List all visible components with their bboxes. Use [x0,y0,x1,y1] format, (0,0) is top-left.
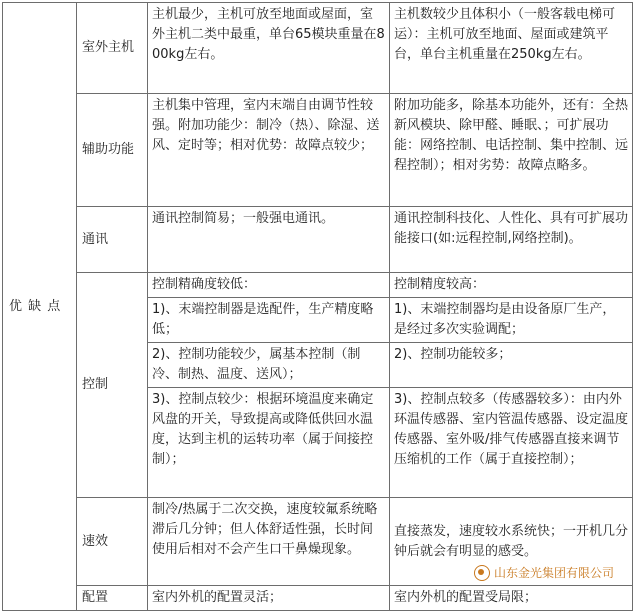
watermark-text: 山东金光集团有限公司 [493,566,614,580]
table-cell: 直接蒸发，速度较水系统快；一开机几分钟后就会有明显的感受。 [390,498,633,586]
table-cell: 2)、控制功能较少，属基本控制（制冷、制热、温度、送风）； [148,343,390,388]
table-row [3,586,633,611]
row-label: 控制 [77,273,148,498]
category-label: 优 缺 点 [3,3,77,611]
watermark [474,564,614,581]
table-cell: 室内外机的配置受局限； [390,586,633,611]
table-cell: 主机数较少且体积小（一般客载电梯可运）：主机可放至地面、屋面或建筑平台，单台主机重量在250kg左右。 [390,3,633,94]
table-cell: 1)、末端控制器是选配件，生产精度略低； [148,298,390,343]
row-label: 配置 [77,586,148,611]
table-cell: 控制精度较高： [390,273,633,298]
table-row [3,207,633,273]
row-label: 速效 [77,498,148,586]
table-cell: 主机集中管理，室内末端自由调节性较强。附加功能少：制冷（热）、除湿、送风、定时等；相对优势：故障点较少； [148,94,390,207]
table-cell: 2)、控制功能较多； [390,343,633,388]
comparison-table [2,2,633,611]
table-cell: 3)、控制点较少：根据环境温度来确定风盘的开关，导致提高或降低供回水温度，达到主机的运转功率（属于间接控制）； [148,388,390,498]
table-cell: 控制精确度较低： [148,273,390,298]
table-cell: 主机最少，主机可放至地面或屋面，室外主机二类中最重，单台65模块重量在800kg左右。 [148,3,390,94]
row-label: 辅助功能 [77,94,148,207]
table-cell: 1)、末端控制器均是由设备原厂生产，是经过多次实验调配； [390,298,633,343]
table-row [3,3,633,94]
table-cell: 通讯控制简易；一般强电通讯。 [148,207,390,273]
table-row [3,273,633,298]
table-cell: 3)、控制点较多（传感器较多）：由内外环温传感器、室内管温传感器、设定温度传感器、室外吸/排气传感器直接来调节压缩机的工作（属于直接控制）； [390,388,633,498]
table-row [3,94,633,207]
brand-logo-icon [474,565,490,581]
table-cell: 制冷/热属于二次交换，速度较氟系统略滞后几分钟；但人体舒适性强，长时间使用后相对不会产生口干鼻燥现象。 [148,498,390,586]
table-cell: 室内外机的配置灵活； [148,586,390,611]
row-label: 室外主机 [77,3,148,94]
table-cell: 通讯控制科技化、人性化、具有可扩展功能接口(如:远程控制,网络控制)。 [390,207,633,273]
row-label: 通讯 [77,207,148,273]
table-cell: 附加功能多，除基本功能外，还有：全热新风模块、除甲醛、睡眠、；可扩展功能：网络控制、电话控制、集中控制、远程控制）；相对劣势：故障点略多。 [390,94,633,207]
